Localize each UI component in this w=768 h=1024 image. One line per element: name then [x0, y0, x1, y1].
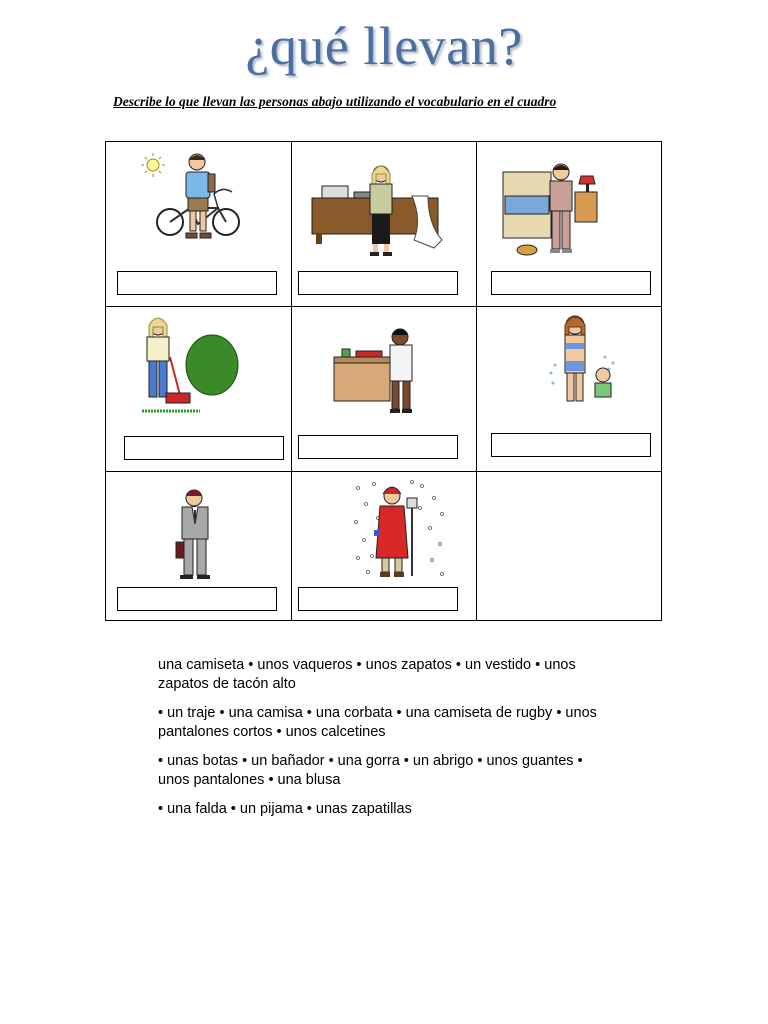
vocabulary-line: • unas botas • un bañador • una gorra • un abrigo • unos guantes • unos pantalones • una blusa [158, 753, 583, 788]
woman-at-kitchen-counter-icon [332, 327, 424, 419]
answer-input-5[interactable] [298, 435, 458, 459]
office-woman-at-desk-icon [308, 160, 448, 258]
answer-input-8[interactable] [298, 587, 458, 611]
man-in-pajamas-icon [501, 162, 603, 258]
instructions: Describe lo que llevan las personas abajo utilizando el vocabulario en el cuadro [113, 94, 557, 109]
vocabulary-line: • un traje • una camisa • una corbata • una camiseta de rugby • unos pantalones cortos • unos calcetines [158, 705, 597, 740]
grid-cell [292, 142, 476, 306]
page-title: ¿qué llevan? [245, 16, 523, 76]
answer-input-4[interactable] [124, 436, 284, 460]
answer-input-2[interactable] [298, 271, 458, 295]
woman-in-swimsuit-icon [547, 313, 619, 407]
grid-cell [477, 307, 661, 471]
answer-input-6[interactable] [491, 433, 651, 457]
answer-input-3[interactable] [491, 271, 651, 295]
cyclist-boy-icon [140, 150, 242, 250]
vocabulary-box [158, 656, 608, 829]
woman-mowing-lawn-icon [140, 313, 240, 415]
answer-input-7[interactable] [117, 587, 277, 611]
vocabulary-line: • una falda • un pijama • unas zapatillas [158, 801, 412, 817]
man-in-suit-icon [174, 488, 218, 584]
vocabulary-line: una camiseta • unos vaqueros • unos zapatos • un vestido • unos zapatos de tacón alto [158, 657, 576, 692]
picture-grid [105, 141, 662, 621]
grid-cell [292, 472, 476, 620]
grid-cell [292, 307, 476, 471]
answer-input-1[interactable] [117, 271, 277, 295]
grid-cell [106, 142, 291, 306]
grid-cell [106, 307, 291, 471]
woman-in-snow-coat-icon [352, 478, 448, 584]
grid-cell [106, 472, 291, 620]
empty-cell [477, 472, 661, 620]
grid-cell [477, 142, 661, 306]
